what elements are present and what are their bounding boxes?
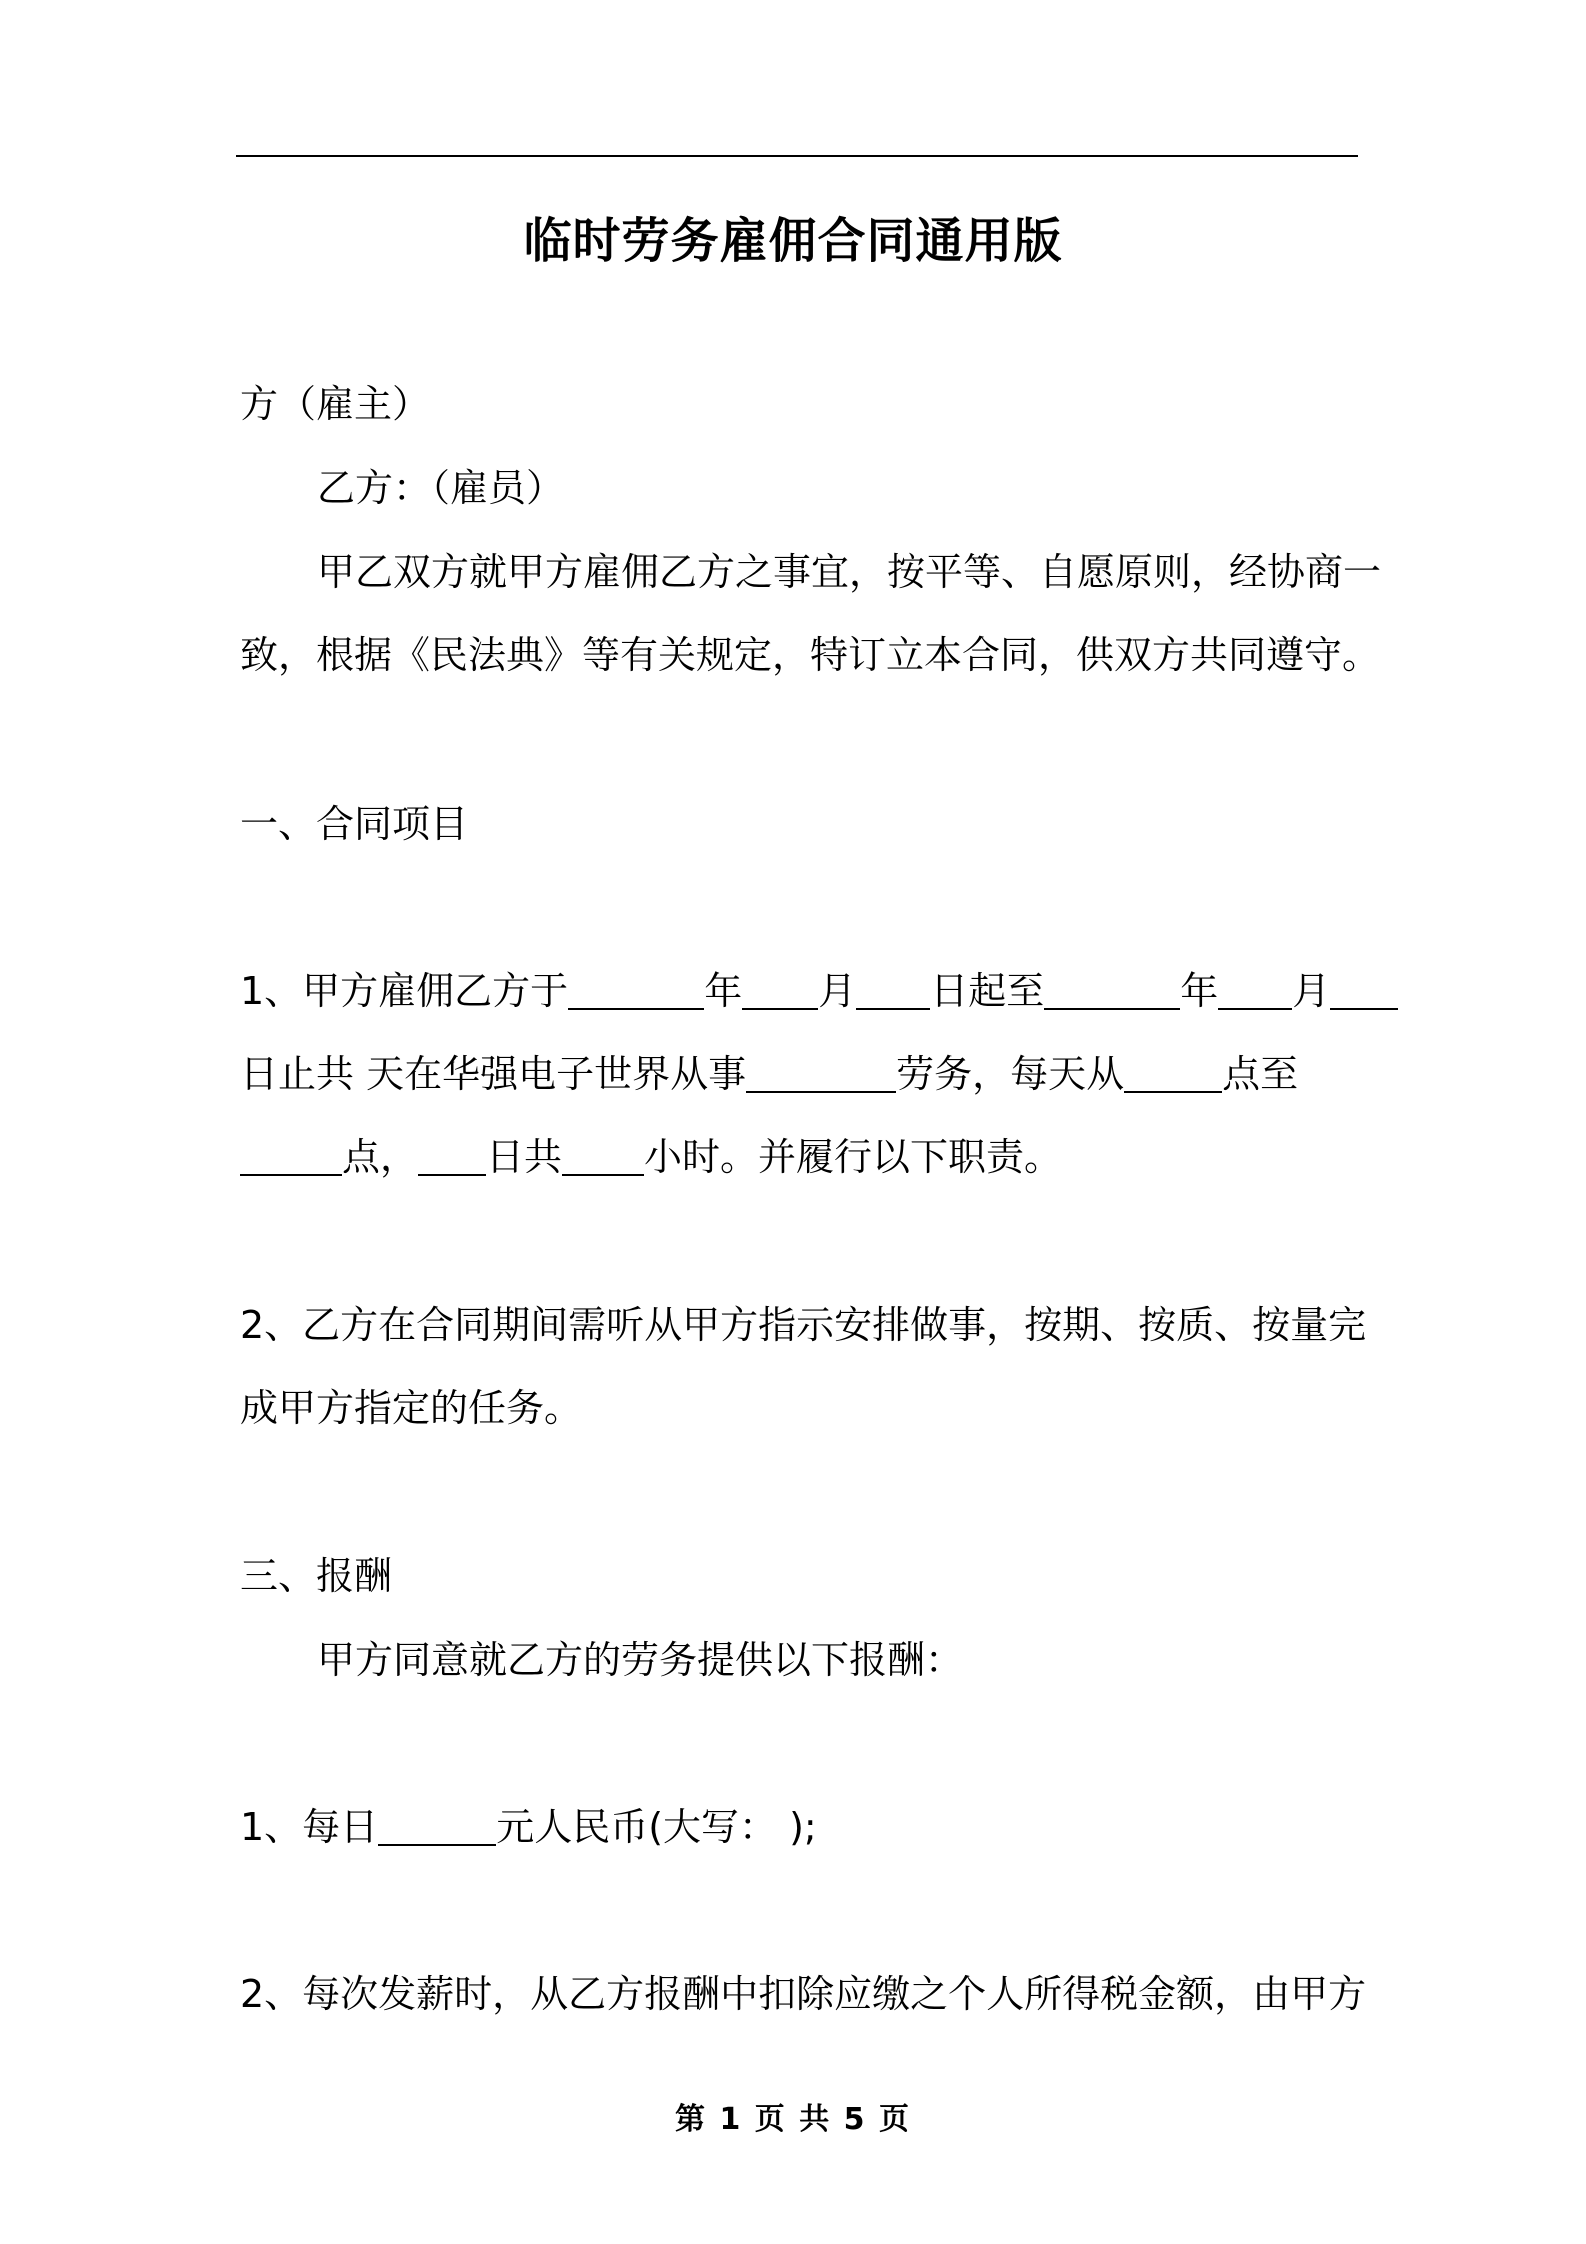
- blank-start-hour[interactable]: [1124, 1051, 1222, 1093]
- section-3-heading: 三、报酬: [240, 1554, 393, 1598]
- blank-end-year[interactable]: [1044, 968, 1180, 1010]
- item-2-line-2: 成甲方指定的任务。: [240, 1386, 583, 1430]
- item-1-line-3: [240, 1129, 1360, 1185]
- blank-hour-count[interactable]: [562, 1134, 644, 1176]
- item-1-text: 月: [1292, 969, 1331, 1013]
- blank-end-hour[interactable]: [240, 1134, 342, 1176]
- blank-day-count[interactable]: [418, 1134, 486, 1176]
- section-1-heading: 一、合同项目: [240, 802, 469, 846]
- blank-daily-pay[interactable]: [378, 1804, 496, 1846]
- item-1-text: 日共: [486, 1135, 563, 1179]
- pay-item-2-line: 2、每次发薪时，从乙方报酬中扣除应缴之个人所得税金额，由甲方: [240, 1972, 1367, 2016]
- header-rule: [236, 155, 1358, 157]
- blank-start-day[interactable]: [856, 968, 930, 1010]
- party-b-line: 乙方：（雇员）: [317, 466, 565, 510]
- blank-end-day[interactable]: [1330, 968, 1398, 1010]
- preamble-line-2: 致，根据《民法典》等有关规定，特订立本合同，供双方共同遵守。: [240, 633, 1381, 677]
- item-1-text: 劳务，每天从: [896, 1052, 1125, 1096]
- item-1-text: 1、甲方雇佣乙方于: [240, 969, 569, 1013]
- item-1-text: 小时。并履行以下职责。: [644, 1135, 1063, 1179]
- item-2-line-1: 2、乙方在合同期间需听从甲方指示安排做事，按期、按质、按量完: [240, 1303, 1367, 1347]
- party-a-line: 方（雇主）: [240, 382, 431, 426]
- item-1-text: 日止共 天在华强电子世界从事: [240, 1052, 747, 1096]
- item-1-text: 年: [704, 969, 743, 1013]
- blank-start-month[interactable]: [742, 968, 818, 1010]
- preamble-line-1: 甲乙双方就甲方雇佣乙方之事宜，按平等、自愿原则，经协商一: [317, 550, 1382, 594]
- item-1-line-1: [240, 963, 1360, 1019]
- blank-work-type[interactable]: [746, 1051, 896, 1093]
- item-1-text: 年: [1180, 969, 1219, 1013]
- blank-start-year[interactable]: [568, 968, 704, 1010]
- section-3-intro: 甲方同意就乙方的劳务提供以下报酬：: [317, 1638, 964, 1682]
- item-1-text: 日起至: [930, 969, 1045, 1013]
- pay-item-1-line: [240, 1799, 1360, 1855]
- blank-end-month[interactable]: [1218, 968, 1292, 1010]
- item-1-text: 点，: [342, 1135, 419, 1179]
- item-1-line-2: [240, 1046, 1360, 1102]
- document-title: 临时劳务雇佣合同通用版: [523, 213, 1063, 269]
- pay-item-1-text: 元人民币(大写： );: [496, 1805, 817, 1849]
- item-1-text: 点至: [1222, 1052, 1299, 1096]
- pay-item-1-text: 1、每日: [240, 1805, 379, 1849]
- item-1-text: 月: [818, 969, 857, 1013]
- page-number: 第 1 页 共 5 页: [675, 2102, 911, 2137]
